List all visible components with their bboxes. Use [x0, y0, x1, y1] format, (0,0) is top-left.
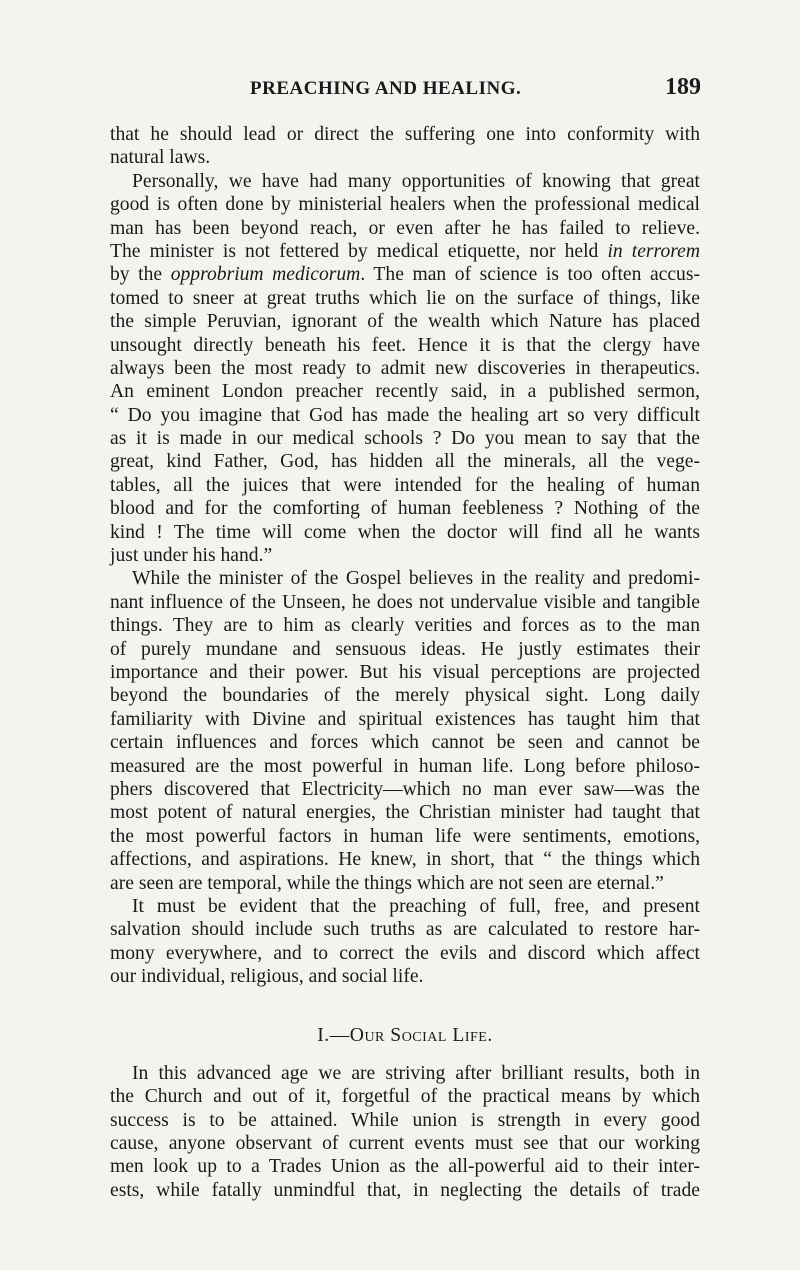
text-line: kind ! The time will come when the doctor will find all he wants	[110, 521, 700, 543]
text-line: are seen are temporal, while the things which are not seen are eternal.”	[110, 872, 664, 894]
text-line: measured are the most powerful in human life. Long before philoso-	[110, 755, 700, 777]
paragraph	[110, 170, 700, 568]
text-line: natural laws.	[110, 147, 211, 169]
text-line: man has been beyond reach, or even after he has failed to relieve.	[110, 217, 700, 239]
text-line: ests, while fatally unmindful that, in neglecting the details of trade	[110, 1179, 700, 1201]
text-line: always been the most ready to admit new discoveries in therapeutics.	[110, 357, 700, 379]
text-line: the simple Peruvian, ignorant of the wealth which Nature has placed	[110, 311, 700, 333]
paragraph	[110, 895, 700, 989]
text-line: tables, all the juices that were intended for the healing of human	[110, 474, 700, 496]
text-line: great, kind Father, God, has hidden all the minerals, all the vege-	[110, 451, 700, 473]
text-line: nant influence of the Unseen, he does not undervalue visible and tangible	[110, 591, 700, 613]
paragraph	[110, 1062, 700, 1202]
text-line: our individual, religious, and social life.	[110, 966, 424, 988]
running-head: PREACHING AND HEALING.	[250, 78, 522, 99]
text-line: most potent of natural energies, the Christian minister had taught that	[110, 802, 700, 824]
text-line: the Church and out of it, forgetful of the practical means by which	[110, 1086, 700, 1108]
text-line: men look up to a Trades Union as the all-powerful aid to their inter-	[110, 1156, 700, 1178]
paragraph	[110, 567, 700, 894]
text-line: just under his hand.”	[110, 545, 273, 567]
text-line: In this advanced age we are striving after brilliant results, both in	[132, 1062, 700, 1084]
text-line: tomed to sneer at great truths which lie on the surface of things, like	[110, 287, 700, 309]
text-line: An eminent London preacher recently said, in a published sermon,	[110, 381, 700, 403]
text-line: familiarity with Divine and spiritual existences has taught him that	[110, 708, 700, 730]
text-line: cause, anyone observant of current events must see that our working	[110, 1133, 700, 1155]
text-line: affections, and aspirations. He knew, in short, that “ the things which	[110, 849, 700, 871]
text-line: “ Do you imagine that God has made the healing art so very difficult	[110, 404, 700, 426]
text-line: success is to be attained. While union is strength in every good	[110, 1109, 700, 1131]
text-line: It must be evident that the preaching of full, free, and present	[132, 895, 700, 917]
text-line: things. They are to him as clearly verities and forces as to the man	[110, 615, 700, 637]
text-line: phers discovered that Electricity—which no man ever saw—was the	[110, 778, 700, 800]
paragraph	[110, 123, 700, 170]
text-line: as it is made in our medical schools ? Do you mean to say that the	[110, 428, 700, 450]
text-line: good is often done by ministerial healers when the professional medical	[110, 194, 700, 216]
text-line: salvation should include such truths as are calculated to restore har-	[110, 919, 700, 941]
text-line: certain influences and forces which cannot be seen and cannot be	[110, 732, 700, 754]
page-number: 189	[665, 74, 701, 100]
text-line: While the minister of the Gospel believes in the reality and predomi-	[132, 568, 700, 590]
text-line: Personally, we have had many opportunities of knowing that great	[132, 170, 700, 192]
section-title: Our Social Life.	[349, 1025, 493, 1047]
text-line: that he should lead or direct the suffering one into conformity with	[110, 124, 700, 145]
section-heading	[110, 1024, 700, 1047]
text-line: mony everywhere, and to correct the evils and discord which affect	[110, 942, 700, 964]
text-line: the most powerful factors in human life were sentiments, emotions,	[110, 825, 700, 847]
text-line: of purely mundane and sensuous ideas. He justly estimates their	[110, 638, 700, 660]
body-text	[110, 123, 700, 1202]
section-numeral: I.	[317, 1025, 330, 1047]
text-line: by the opprobrium medicorum. The man of science is too often accus-	[110, 264, 701, 286]
section-dash: —	[329, 1025, 350, 1047]
text-line: beyond the boundaries of the merely physical sight. Long daily	[110, 685, 700, 707]
text-line: importance and their power. But his visual perceptions are projected	[110, 661, 700, 683]
text-line: blood and for the comforting of human feebleness ? Nothing of the	[110, 498, 700, 520]
text-line: unsought directly beneath his feet. Hence it is that the clergy have	[110, 334, 700, 356]
text-line: The minister is not fettered by medical etiquette, nor held in terrorem	[110, 240, 700, 262]
